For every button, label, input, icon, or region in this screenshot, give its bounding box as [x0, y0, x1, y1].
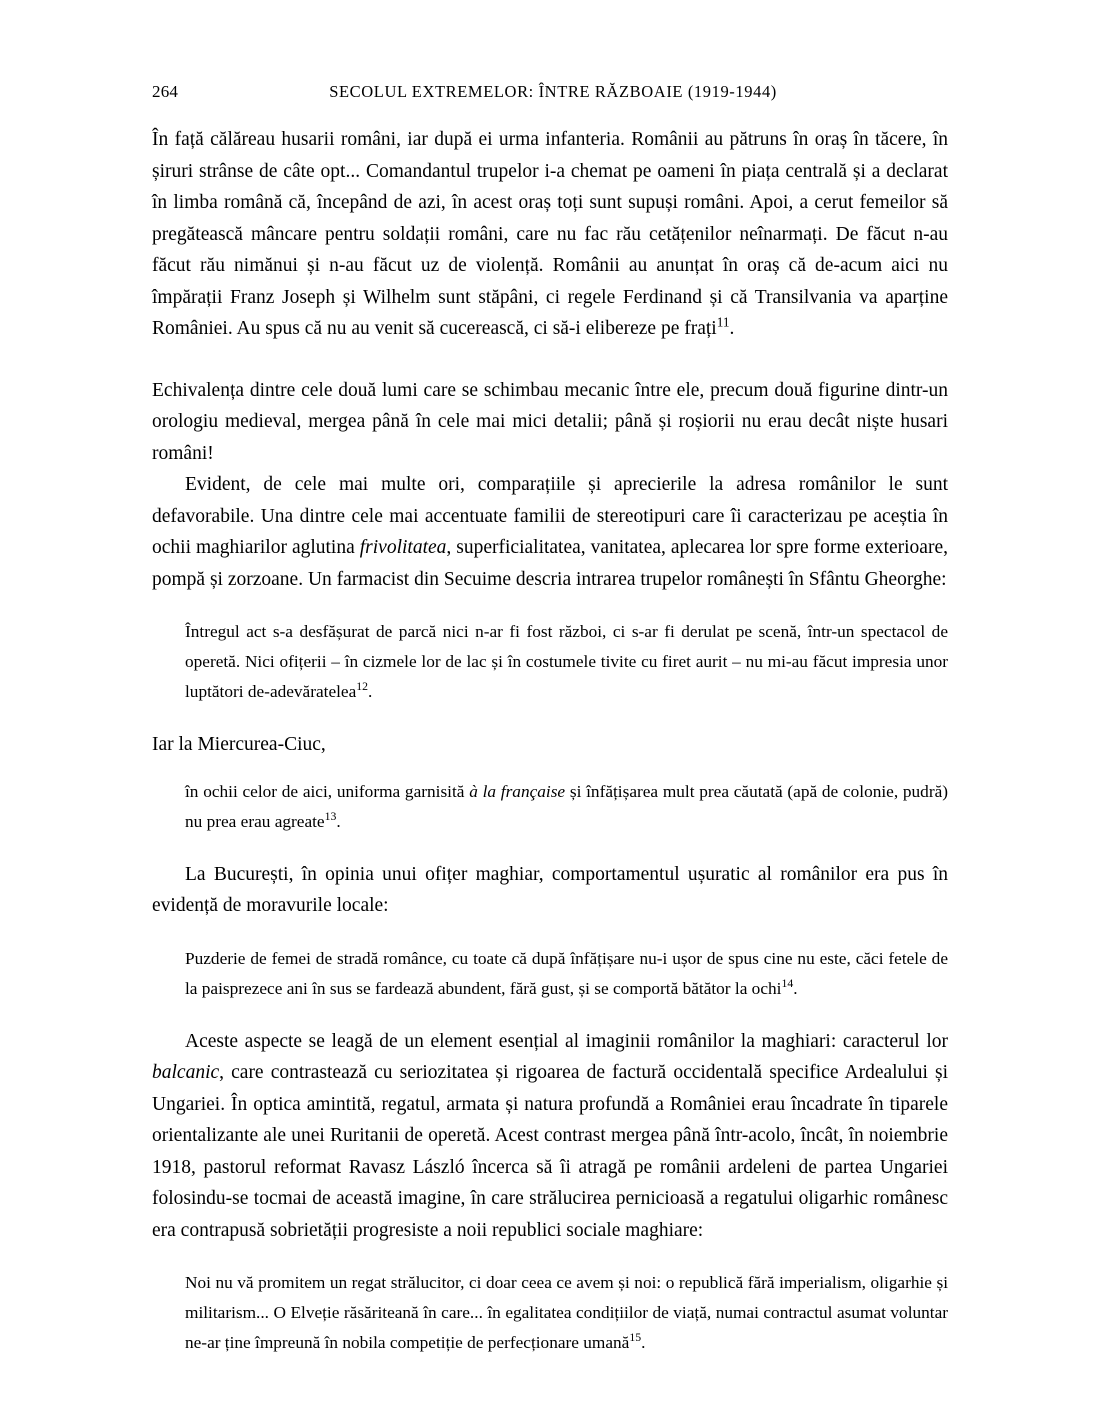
text-run: și înfățișarea mult prea căutată (apă de colonie, pudră) nu prea erau agreate — [185, 781, 949, 831]
text-run: , superficialitatea, vanitatea, aplecarea lor spre forme exterioare, pompă și zorzoane. Un farmacist din Secuime descria intrarea trupelor românești în Sfântu Gheorghe: — [152, 537, 948, 590]
text-run: . — [368, 682, 373, 701]
text-run: În față călăreau husarii români, iar după ei urma infanteria. Românii au pătruns în oraș în tăcere, în șiruri strânse de câte opt... Comandantul trupelor i-a chemat pe oameni în piața centrală și a declarat în limba română că, începând de azi, în acest oraș toți sunt supuși români. Apoi, a cerut femeilor să pregătească mâncare pentru soldații români, care nu fac rău cetățenilor neînarmați. De făcut n-au făcut rău nimănui și n-au făcut uz de violență. Românii au anunțat în oraș că de-acum aici nu împărații Franz Joseph și Wilhelm sunt stăpâni, ci regele Ferdinand și că Transilvania va aparține României. Au spus că nu au venit să cucerească, ci să-i elibereze pe frați — [152, 129, 948, 339]
text-run: La București, în opinia unui ofițer maghiar, comportamentul ușuratic al românilor era pus în evidență de moravurile locale: — [152, 863, 948, 916]
footnote-ref-12: 12 — [356, 680, 369, 694]
text-run: . — [793, 978, 798, 998]
italic-a-la-francaise: à la française — [469, 781, 566, 801]
text-run: . — [336, 811, 341, 831]
text-run: , care contrastează cu seriozitatea și rigoarea de factură occidentală specifice Ardealului și Ungariei. În optica amintită, regatul, armata și natura profundă a României erau încadrate în tiparele orientalizante ale unei Ruritanii de operetă. Acest contrast mergea până într-acolo, încât, în noiembrie 1918, pastorul reformat Ravasz László încerca să îi atragă pe românii ardeleni de partea Ungariei folosindu-se tocmai de această imagine, în care strălucirea pernicioasă a regatului oligarhic românesc era contrapusă sobrietății progresiste a noii republici sociale maghiare: — [152, 1062, 948, 1241]
footnote-ref-14: 14 — [781, 976, 794, 990]
spacer — [152, 595, 948, 617]
text-run: Iar la Miercurea-Ciuc, — [152, 734, 326, 755]
footnote-ref-13: 13 — [324, 809, 337, 823]
paragraph-evident — [152, 469, 948, 595]
paragraph-aspecte — [152, 1026, 948, 1247]
text-run: . — [641, 1333, 646, 1352]
spacer — [152, 707, 948, 729]
footnote-ref-15: 15 — [629, 1331, 642, 1345]
italic-frivolitatea: frivolitatea — [359, 537, 447, 558]
spacer — [152, 837, 948, 859]
text-run: în ochii celor de aici, uniforma garnisită — [185, 781, 470, 801]
italic-balcanic: balcanic — [152, 1062, 220, 1083]
text-run: Echivalența dintre cele două lumi care se schimbau mecanic între ele, precum două figurine dintr-un orologiu medieval, mergea până în cele mai mici detalii; până și roșiorii nu erau decât niște husari români! — [152, 379, 948, 464]
page-header — [152, 82, 948, 102]
paragraph-quote-intro — [152, 124, 948, 345]
text-run: Întregul act s-a desfășurat de parcă nici n-ar fi fost război, ci s-ar fi derulat pe scenă, într-un spectacol de operetă. Nici ofițerii – în cizmele lor de lac și în costumele tivite cu firet aurit – nu mi-au făcut impresia unor luptători de-adevăratelea — [185, 622, 948, 701]
quote-spectacol — [185, 617, 948, 707]
text-run: Noi nu vă promitem un regat strălucitor, ci doar ceea ce avem și noi: o republică fără imperialism, oligarhie și militarism... O Elveție răsăriteană în care... în egalitatea condițiilor de viață, numai contractul asumat voluntar ne-ar ține împreună în nobila competiție de perfecționare umană — [185, 1273, 948, 1352]
page-content — [152, 124, 948, 1358]
spacer — [152, 345, 948, 375]
text-run: Puzderie de femei de stradă românce, cu toate că după înfățișare nu-i ușor de spus cine nu este, căci fetele de la paisprezece ani în sus se fardează abundent, fără gust, și se comportă bătător la ochi — [185, 948, 948, 998]
spacer — [152, 1004, 948, 1026]
quote-noi — [185, 1268, 948, 1358]
text-run: Aceste aspecte se leagă de un element esențial al imaginii românilor la maghiari: caracterul lor — [185, 1030, 948, 1052]
spacer — [152, 1246, 948, 1268]
quote-puzderie — [185, 944, 948, 1004]
spacer — [152, 761, 948, 777]
text-run: Evident, de cele mai multe ori, comparațiile și aprecierile la adresa românilor le sunt defavorabile. Una dintre cele mai accentuate familii de stereotipuri care îi caracterizau pe aceștia în ochii maghiarilor aglutina — [152, 474, 948, 558]
running-title: SECOLUL EXTREMELOR: ÎNTRE RĂZBOAIE (1919-1944) — [329, 82, 777, 101]
paragraph-echivalenta — [152, 375, 948, 470]
text-run: . — [729, 318, 735, 339]
page-number: 264 — [152, 82, 179, 101]
quote-ochii — [185, 777, 948, 837]
paragraph-miercurea — [152, 729, 948, 761]
spacer — [152, 922, 948, 944]
footnote-ref-11: 11 — [716, 314, 730, 330]
paragraph-bucuresti — [152, 859, 948, 922]
